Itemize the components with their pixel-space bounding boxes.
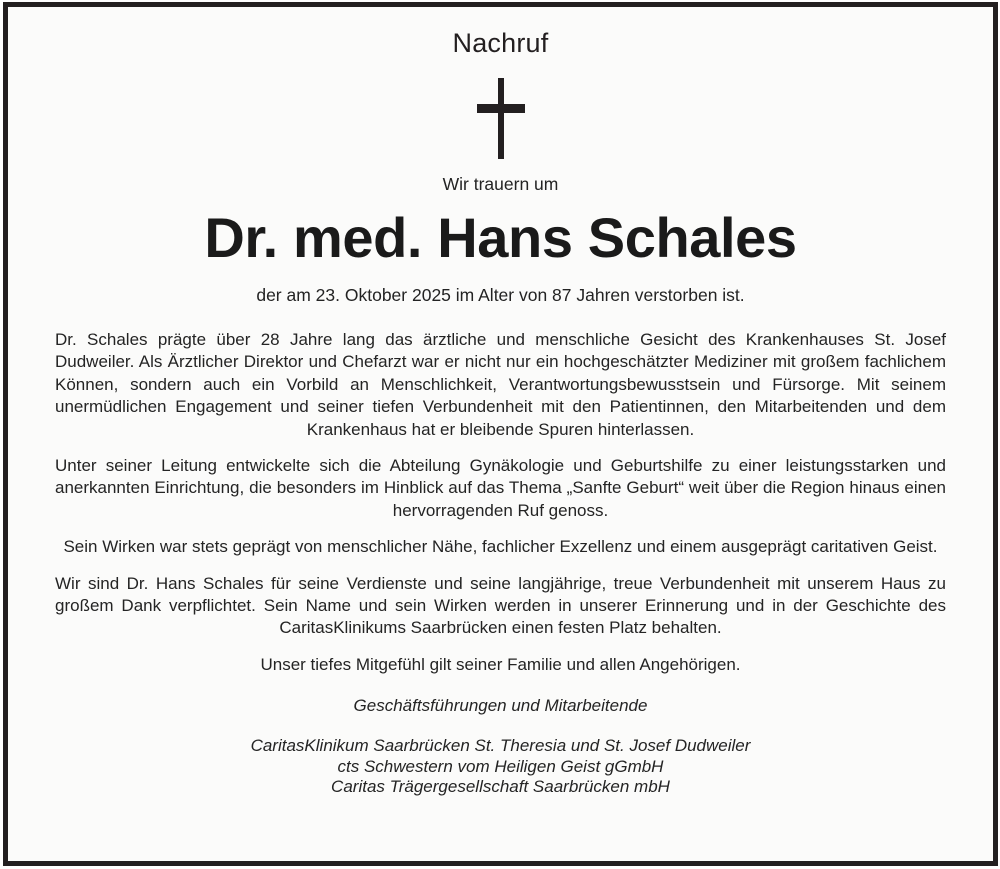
organization-line-1: CaritasKlinikum Saarbrücken St. Theresia und St. Josef Dudweiler: [250, 736, 751, 756]
body-paragraph-2: Unter seiner Leitung entwickelte sich die Abteilung Gynäkologie und Geburtshilfe zu einer leistungsstarken und anerkannten Einrichtung, die besonders im Hinblick auf das Thema „Sanfte Geburt“ weit über die Region hinaus einen hervorragenden Ruf genoss.: [55, 456, 946, 520]
organization-line-2: cts Schwestern vom Heiligen Geist gGmbH: [337, 756, 664, 776]
page-title: Nachruf: [452, 28, 549, 58]
body-paragraph-3: Sein Wirken war stets geprägt von menschlicher Nähe, fachlicher Exzellenz und einem ausgeprägt caritativen Geist.: [63, 537, 938, 557]
christian-cross-icon: [475, 78, 527, 159]
body-paragraph-1: Dr. Schales prägte über 28 Jahre lang das ärztliche und menschliche Gesicht des Krankenhauses St. Josef Dudweiler. Als Ärztlicher Direktor und Chefarzt war er nicht nur ein hochgeschätzter Mediziner mit großem fachlichem Können, sondern auch ein Vorbild an Menschlichkeit, Verantwortungsbewusstsein und Fürsorge. Mit seinem unermüdlichen Engagement und seiner tiefen Verbundenheit mit den Patientinnen, den Mitarbeitenden und dem Krankenhaus hat er bleibende Spuren hinterlassen.: [55, 330, 946, 439]
condolence-line: Unser tiefes Mitgefühl gilt seiner Familie und allen Angehörigen.: [260, 654, 741, 674]
signing-organizations: [55, 736, 946, 798]
body-paragraph-4: Wir sind Dr. Hans Schales für seine Verdienste und seine langjährige, treue Verbundenheit mit unserem Haus zu großem Dank verpflichtet. Sein Name und sein Wirken werden in unserer Erinnerung und in der Geschichte des CaritasKlinikums Saarbrücken einen festen Platz behalten.: [55, 573, 946, 638]
organization-line-3: Caritas Trägergesellschaft Saarbrücken mbH: [331, 777, 670, 797]
death-date-line: der am 23. Oktober 2025 im Alter von 87 Jahren verstorben ist.: [256, 285, 745, 305]
mourning-lead-line: Wir trauern um: [442, 174, 559, 194]
deceased-name: Dr. med. Hans Schales: [204, 206, 797, 269]
obituary-notice-frame: [3, 2, 998, 866]
cross-horizontal-bar: [477, 104, 525, 113]
cross-symbol-container: [55, 78, 946, 159]
cross-vertical-bar: [498, 78, 504, 159]
signature-role: Geschäftsführungen und Mitarbeitende: [353, 696, 648, 716]
obituary-body: [55, 329, 946, 640]
